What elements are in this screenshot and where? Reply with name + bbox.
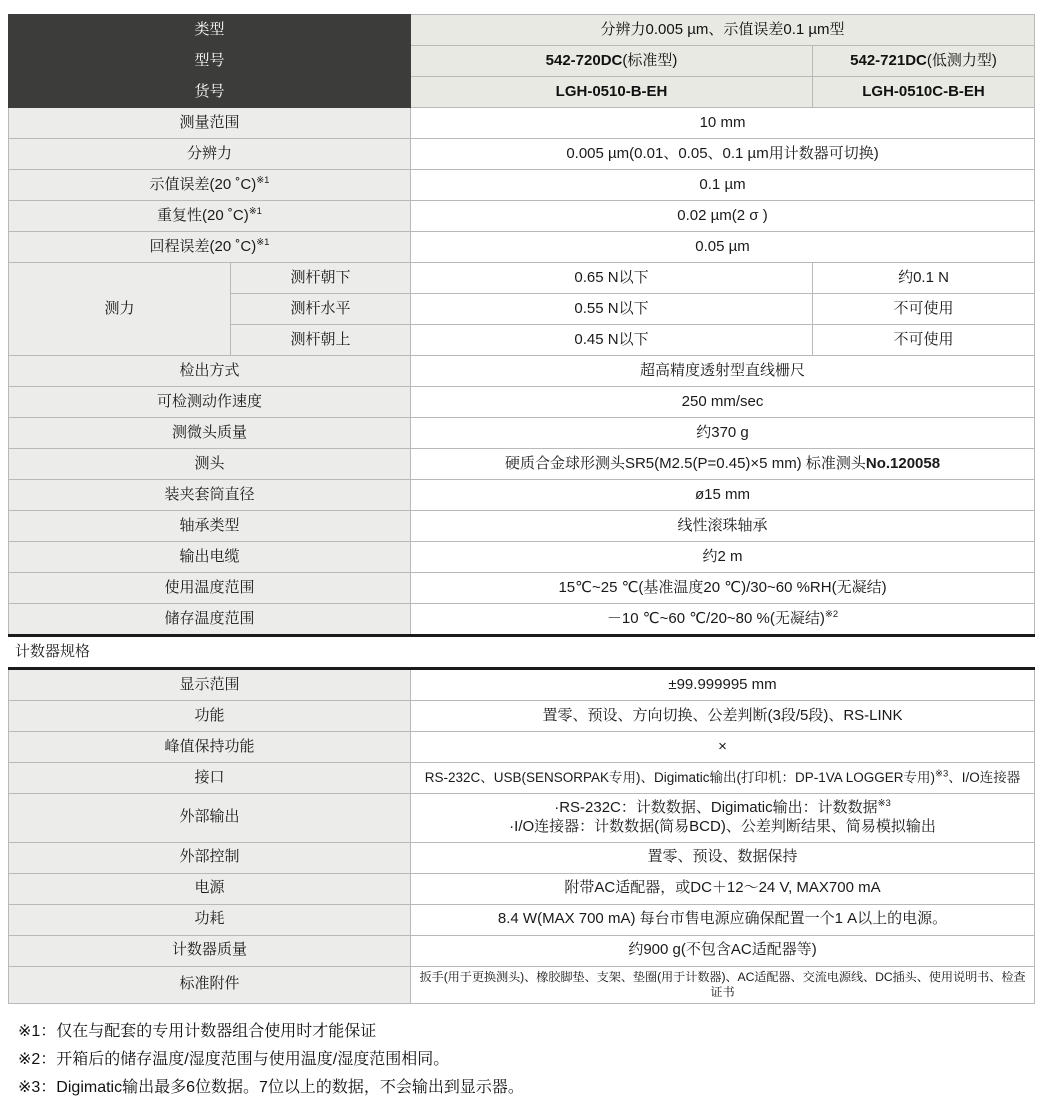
row-label-text: 示值误差(20 ˚C) xyxy=(149,175,257,193)
table-row-contact-point xyxy=(9,449,1035,480)
table-row xyxy=(9,232,1035,263)
table-row-interface xyxy=(9,763,1035,794)
table-row-accessories xyxy=(9,966,1035,1004)
footnote-marker: ※2 xyxy=(824,608,839,620)
row-value xyxy=(411,604,1035,636)
external-output-line1 xyxy=(417,799,1028,818)
row-label-model: 型号 xyxy=(9,46,411,77)
table-row xyxy=(9,842,1035,873)
specification-table xyxy=(8,14,1035,1004)
row-label xyxy=(9,170,411,201)
external-output-line2: ·I/O连接器：计数数据(简易BCD)、公差判断结果、简易模拟输出 xyxy=(509,817,936,835)
row-label: 可检测动作速度 xyxy=(9,387,411,418)
row-value-b: 不可使用 xyxy=(813,294,1035,325)
footnotes xyxy=(18,1018,1034,1102)
row-value-model-b xyxy=(813,46,1035,77)
row-value: 8.4 W(MAX 700 mA) 每台市售电源应确保配置一个1 A以上的电源。 xyxy=(411,904,1035,935)
row-value: 置零、预设、数据保持 xyxy=(411,842,1035,873)
row-value-partnumber-a xyxy=(411,77,813,108)
row-label: 电源 xyxy=(9,873,411,904)
row-value: 约2 m xyxy=(411,542,1035,573)
row-label: 测微头质量 xyxy=(9,418,411,449)
model-a-suffix: (标准型) xyxy=(622,51,678,69)
table-row xyxy=(9,139,1035,170)
row-label: 储存温度范围 xyxy=(9,604,411,636)
row-label: 接口 xyxy=(9,763,411,794)
table-row xyxy=(9,418,1035,449)
row-label: 功耗 xyxy=(9,904,411,935)
table-row xyxy=(9,108,1035,139)
table-row-force-down xyxy=(9,263,1035,294)
row-label: 外部控制 xyxy=(9,842,411,873)
row-value: 线性滚珠轴承 xyxy=(411,511,1035,542)
row-value: 0.02 µm(2 σ ) xyxy=(411,201,1035,232)
contact-point-number: No.120058 xyxy=(865,454,941,472)
partnumber-a: LGH-0510-B-EH xyxy=(555,82,668,100)
footnote-marker: ※3 xyxy=(877,798,891,809)
table-row xyxy=(9,604,1035,636)
row-label: 功能 xyxy=(9,701,411,732)
footnote-marker: ※3 xyxy=(935,768,949,780)
row-value: 约370 g xyxy=(411,418,1035,449)
row-label: 装夹套筒直径 xyxy=(9,480,411,511)
table-row xyxy=(9,573,1035,604)
contact-point-text: 硬质合金球形测头SR5(M2.5(P=0.45)×5 mm) 标准测头 xyxy=(504,454,866,472)
section-title: 计数器规格 xyxy=(9,636,1035,669)
table-row xyxy=(9,511,1035,542)
table-row xyxy=(9,170,1035,201)
partnumber-b: LGH-0510C-B-EH xyxy=(862,82,985,100)
row-value: 0.1 µm xyxy=(411,170,1035,201)
interface-text-tail: 、I/O连接器 xyxy=(948,769,1021,785)
table-row-type xyxy=(9,15,1035,46)
row-value-type: 分辨力0.005 µm、示值误差0.1 µm型 xyxy=(411,15,1035,46)
row-value-a: 0.55 N以下 xyxy=(411,294,813,325)
table-row xyxy=(9,387,1035,418)
external-output-line1-text: ·RS-232C：计数数据、Digimatic输出：计数数据 xyxy=(554,799,878,816)
row-value-text: －10 ℃~60 ℃/20~80 %(无凝结) xyxy=(606,609,825,627)
row-sublabel: 测杆水平 xyxy=(231,294,411,325)
footnote-3: ※3：Digimatic输出最多6位数据。7位以上的数据，不会输出到显示器。 xyxy=(18,1079,524,1096)
row-value-model-a xyxy=(411,46,813,77)
row-value: ø15 mm xyxy=(411,480,1035,511)
row-label-text: 回程误差(20 ˚C) xyxy=(149,237,257,255)
table-row xyxy=(9,701,1035,732)
row-label xyxy=(9,232,411,263)
row-label: 外部输出 xyxy=(9,794,411,843)
row-value: × xyxy=(411,732,1035,763)
footnote-2: ※2：开箱后的储存温度/湿度范围与使用温度/湿度范围相同。 xyxy=(18,1051,450,1068)
row-label xyxy=(9,201,411,232)
interface-text: RS-232C、USB(SENSORPAK专用)、Digimatic输出(打印机：DP-1VA LOGGER专用) xyxy=(424,769,936,785)
row-label: 分辨力 xyxy=(9,139,411,170)
section-header-counter xyxy=(9,636,1035,669)
row-value: 15℃~25 ℃(基准温度20 ℃)/30~60 %RH(无凝结) xyxy=(411,573,1035,604)
table-row xyxy=(9,873,1035,904)
model-b-code: 542-721DC xyxy=(850,51,927,69)
row-label-force: 测力 xyxy=(9,263,231,356)
footnote-marker: ※1 xyxy=(256,174,270,186)
table-row xyxy=(9,201,1035,232)
row-value xyxy=(411,763,1035,794)
row-value: 扳手(用于更换测头)、橡胶脚垫、支架、垫圈(用于计数器)、AC适配器、交流电源线、DC插头、使用说明书、检查证书 xyxy=(411,966,1035,1004)
table-row xyxy=(9,542,1035,573)
row-value: 超高精度透射型直线栅尺 xyxy=(411,356,1035,387)
table-row-partnumber xyxy=(9,77,1035,108)
row-value-a: 0.45 N以下 xyxy=(411,325,813,356)
row-value: 0.05 µm xyxy=(411,232,1035,263)
row-label: 计数器质量 xyxy=(9,935,411,966)
row-value: 附带AC适配器，或DC＋12～24 V, MAX700 mA xyxy=(411,873,1035,904)
row-sublabel: 测杆朝上 xyxy=(231,325,411,356)
model-a-code: 542-720DC xyxy=(545,51,623,69)
row-value: 置零、预设、方向切换、公差判断(3段/5段)、RS-LINK xyxy=(411,701,1035,732)
row-value: 10 mm xyxy=(411,108,1035,139)
row-label-type: 类型 xyxy=(9,15,411,46)
table-row xyxy=(9,480,1035,511)
row-label: 显示范围 xyxy=(9,669,411,701)
row-value-partnumber-b xyxy=(813,77,1035,108)
row-label: 标准附件 xyxy=(9,966,411,1004)
table-row xyxy=(9,732,1035,763)
row-value: 约900 g(不包含AC适配器等) xyxy=(411,935,1035,966)
row-sublabel: 测杆朝下 xyxy=(231,263,411,294)
row-label-partnumber: 货号 xyxy=(9,77,411,108)
table-row-external-output xyxy=(9,794,1035,843)
footnote-marker: ※1 xyxy=(256,236,270,248)
row-value xyxy=(411,794,1035,843)
footnote-1: ※1：仅在与配套的专用计数器组合使用时才能保证 xyxy=(18,1023,377,1040)
footnote-marker: ※1 xyxy=(248,205,262,217)
row-value: 0.005 µm(0.01、0.05、0.1 µm用计数器可切换) xyxy=(411,139,1035,170)
model-b-suffix: (低测力型) xyxy=(926,51,997,69)
row-label: 峰值保持功能 xyxy=(9,732,411,763)
table-row xyxy=(9,356,1035,387)
row-label-text: 重复性(20 ˚C) xyxy=(157,206,249,224)
row-value xyxy=(411,449,1035,480)
table-row xyxy=(9,935,1035,966)
table-row xyxy=(9,904,1035,935)
row-label: 测量范围 xyxy=(9,108,411,139)
row-label: 测头 xyxy=(9,449,411,480)
row-value-b: 不可使用 xyxy=(813,325,1035,356)
row-label: 使用温度范围 xyxy=(9,573,411,604)
row-label: 轴承类型 xyxy=(9,511,411,542)
row-value-b: 约0.1 N xyxy=(813,263,1035,294)
row-value: 250 mm/sec xyxy=(411,387,1035,418)
row-value: ±99.999995 mm xyxy=(411,669,1035,701)
row-value-a: 0.65 N以下 xyxy=(411,263,813,294)
row-label: 检出方式 xyxy=(9,356,411,387)
table-row-model xyxy=(9,46,1035,77)
table-row xyxy=(9,669,1035,701)
row-label: 输出电缆 xyxy=(9,542,411,573)
